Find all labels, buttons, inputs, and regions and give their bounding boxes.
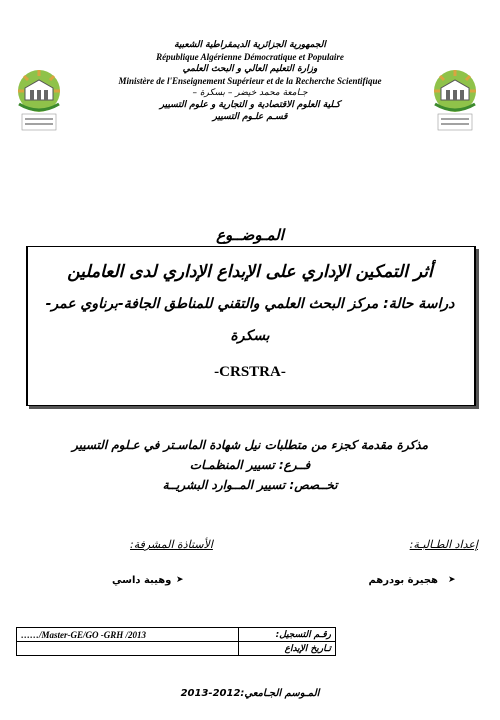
thesis-title-acronym: -CRSTRA- xyxy=(214,364,286,380)
department-ar: قسـم علـوم التسيير xyxy=(212,112,288,122)
thesis-title-line-1: أثر التمكين الإداري على الإبداع الإداري لدى العاملين xyxy=(67,262,433,282)
registration-row-date xyxy=(17,642,336,656)
student-bullet-icon: ➤ xyxy=(448,575,456,585)
student-label: إعداد الطـالبـة: xyxy=(409,538,478,551)
memo-branch: فــرع: تسيير المنظمـات xyxy=(189,458,311,472)
registration-row-number xyxy=(17,628,336,642)
registration-date-value xyxy=(17,642,239,656)
ministry-fr: Ministère de l'Enseignement Supérieur et de la Recherche Scientifique xyxy=(118,76,382,86)
republic-fr: République Algérienne Démocratique et Populaire xyxy=(156,52,344,62)
republic-ar: الجمهورية الجزائرية الديمقراطية الشعبية xyxy=(174,40,326,50)
supervisor-label: الأستاذة المشرفة: xyxy=(130,538,213,551)
faculty-ar: كـلية العلوم الاقتصادية و التجارية و علوم التسيير xyxy=(159,100,341,110)
subject-heading: المـوضــوع xyxy=(216,226,284,244)
thesis-title-line-3: بسكرة xyxy=(230,328,270,344)
registration-number-label: رقـم التسجيل: xyxy=(239,628,336,642)
ministry-ar: وزارة التعليم العالي و البحث العلمي xyxy=(182,64,318,74)
registration-date-label: تـاريخ الإيداع xyxy=(239,642,336,656)
student-name: هجيرة بودرهم xyxy=(368,575,438,586)
supervisor-name: وهيبة داسي xyxy=(112,575,172,586)
supervisor-bullet-icon: ➤ xyxy=(176,575,184,585)
registration-number-value: ……/Master-GE/GO -GRH /2013 xyxy=(17,628,239,642)
memo-purpose: مذكرة مقدمة كجزء من متطلبات نيل شهادة الماسـتر في عـلوم التسيير xyxy=(71,438,429,452)
memo-specialty: تخــصص: تسيير المــوارد البشريــة xyxy=(162,478,338,492)
academic-season: المـوسم الجـامعي:2012-2013 xyxy=(180,688,320,699)
university-logo-left-icon xyxy=(16,68,62,134)
thesis-title-line-2: دراسة حالة: مركز البحث العلمي والتقني للمناطق الجافة-برناوي عمر- xyxy=(45,296,455,312)
registration-table xyxy=(16,627,336,656)
university-logo-right-icon xyxy=(432,68,478,134)
university-ar: جـامعة محمد خيضر – بسكرة – xyxy=(192,88,308,98)
